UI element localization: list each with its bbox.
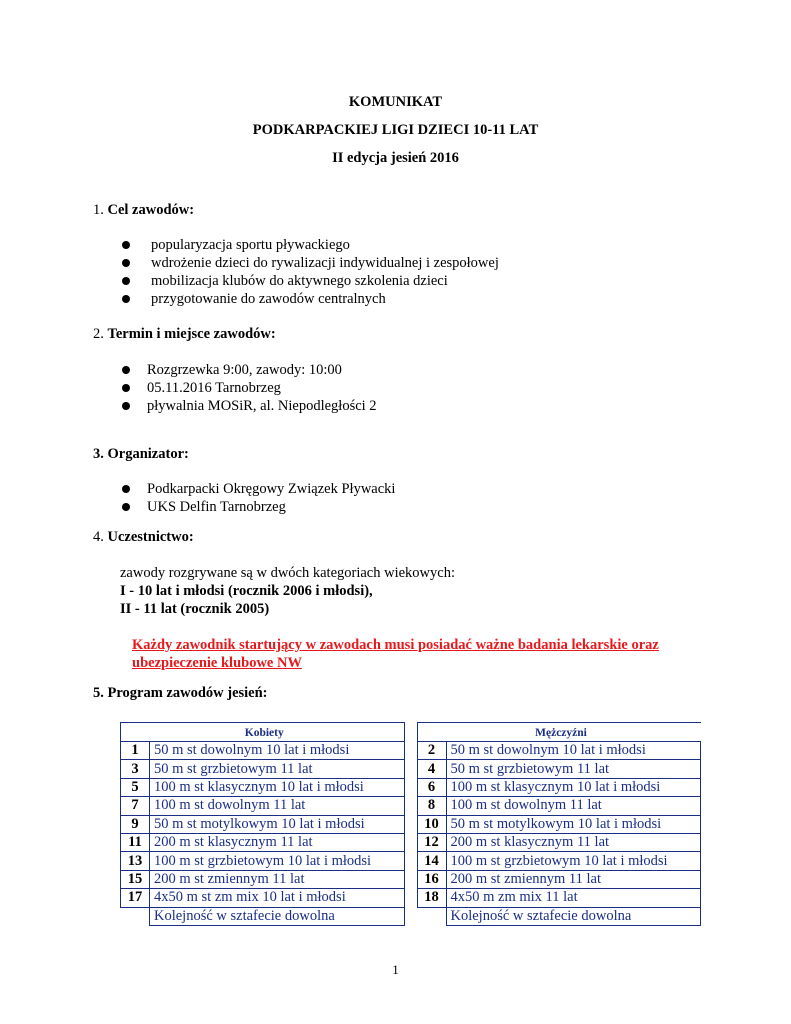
event-number-men: 6 — [417, 778, 446, 796]
event-name-men: 100 m st dowolnym 11 lat — [446, 797, 701, 815]
section-1-heading: 1. Cel zawodów: — [93, 202, 195, 218]
event-number-men: 8 — [417, 797, 446, 815]
event-number-men: 18 — [417, 889, 446, 907]
event-name-men: 50 m st motylkowym 10 lat i młodsi — [446, 815, 701, 833]
event-name-men: 200 m st zmiennym 11 lat — [446, 870, 701, 888]
medical-warning-line-1: Każdy zawodnik startujący w zawodach musi posiadać ważne badania lekarskie oraz — [132, 637, 659, 653]
relay-note-women: Kolejność w sztafecie dowolna — [150, 907, 405, 925]
bullet-icon — [122, 384, 130, 392]
event-number-men: 2 — [417, 742, 446, 760]
table-row — [121, 907, 701, 925]
list-item: mobilizacja klubów do aktywnego szkolenia dzieci — [151, 273, 448, 289]
bullet-icon — [122, 366, 130, 374]
bullet-icon — [122, 402, 130, 410]
category-1: I - 10 lat i młodsi (rocznik 2006 i młodsi), — [120, 583, 373, 599]
event-name-men: 100 m st klasycznym 10 lat i młodsi — [446, 778, 701, 796]
section-5-heading: 5. Program zawodów jesień: — [93, 685, 268, 701]
event-name-men: 4x50 m zm mix 11 lat — [446, 889, 701, 907]
program-table — [120, 722, 701, 926]
table-row — [121, 742, 701, 760]
event-number-men: 4 — [417, 760, 446, 778]
event-number-women: 11 — [121, 833, 150, 851]
document-edition: II edycja jesień 2016 — [332, 150, 459, 166]
participation-intro: zawody rozgrywane są w dwóch kategoriach wiekowych: — [120, 565, 455, 581]
bullet-icon — [122, 241, 130, 249]
event-number-women: 1 — [121, 742, 150, 760]
list-item: wdrożenie dzieci do rywalizacji indywidualnej i zespołowej — [151, 255, 499, 271]
medical-warning-line-2: ubezpieczenie klubowe NW — [132, 655, 302, 671]
event-name-men: 50 m st grzbietowym 11 lat — [446, 760, 701, 778]
bullet-icon — [122, 503, 130, 511]
list-item: Rozgrzewka 9:00, zawody: 10:00 — [147, 362, 342, 378]
list-item: Podkarpacki Okręgowy Związek Pływacki — [147, 481, 396, 497]
list-item: UKS Delfin Tarnobrzeg — [147, 499, 286, 515]
event-name-women: 100 m st klasycznym 10 lat i młodsi — [150, 778, 405, 796]
event-name-men: 200 m st klasycznym 11 lat — [446, 833, 701, 851]
list-item: pływalnia MOSiR, al. Niepodległości 2 — [147, 398, 377, 414]
table-row — [121, 833, 701, 851]
list-item: 05.11.2016 Tarnobrzeg — [147, 380, 281, 396]
event-name-women: 100 m st dowolnym 11 lat — [150, 797, 405, 815]
bullet-icon — [122, 295, 130, 303]
event-name-women: 200 m st klasycznym 11 lat — [150, 833, 405, 851]
section-4-heading: 4. Uczestnictwo: — [93, 529, 194, 545]
event-number-women: 5 — [121, 778, 150, 796]
table-row — [121, 870, 701, 888]
bullet-icon — [122, 485, 130, 493]
event-name-women: 50 m st dowolnym 10 lat i młodsi — [150, 742, 405, 760]
header-men: Mężczyźni — [417, 723, 701, 742]
category-2: II - 11 lat (rocznik 2005) — [120, 601, 270, 617]
document-subtitle: PODKARPACKIEJ LIGI DZIECI 10-11 LAT — [252, 122, 539, 138]
table-row — [121, 889, 701, 907]
event-name-men: 50 m st dowolnym 10 lat i młodsi — [446, 742, 701, 760]
event-name-women: 200 m st zmiennym 11 lat — [150, 870, 405, 888]
page-number: 1 — [392, 962, 399, 977]
table-row — [121, 852, 701, 870]
table-row — [121, 760, 701, 778]
event-name-women: 100 m st grzbietowym 10 lat i młodsi — [150, 852, 405, 870]
event-number-women: 9 — [121, 815, 150, 833]
bullet-icon — [122, 277, 130, 285]
section-2-heading: 2. Termin i miejsce zawodów: — [93, 326, 276, 342]
list-item: popularyzacja sportu pływackiego — [151, 237, 350, 253]
event-number-men: 10 — [417, 815, 446, 833]
event-number-women: 15 — [121, 870, 150, 888]
section-3-heading: 3. Organizator: — [93, 446, 189, 462]
list-item: przygotowanie do zawodów centralnych — [151, 291, 386, 307]
relay-note-men: Kolejność w sztafecie dowolna — [446, 907, 701, 925]
event-number-women: 13 — [121, 852, 150, 870]
event-name-women: 50 m st grzbietowym 11 lat — [150, 760, 405, 778]
header-women: Kobiety — [121, 723, 405, 742]
event-number-women: 7 — [121, 797, 150, 815]
event-name-women: 4x50 m st zm mix 10 lat i młodsi — [150, 889, 405, 907]
event-number-women: 3 — [121, 760, 150, 778]
event-number-men: 16 — [417, 870, 446, 888]
event-name-women: 50 m st motylkowym 10 lat i młodsi — [150, 815, 405, 833]
table-row — [121, 797, 701, 815]
event-number-women: 17 — [121, 889, 150, 907]
bullet-icon — [122, 259, 130, 267]
event-number-men: 14 — [417, 852, 446, 870]
table-row — [121, 815, 701, 833]
event-name-men: 100 m st grzbietowym 10 lat i młodsi — [446, 852, 701, 870]
document-title: KOMUNIKAT — [348, 94, 443, 110]
table-header-row — [121, 723, 701, 742]
table-row — [121, 778, 701, 796]
event-number-men: 12 — [417, 833, 446, 851]
